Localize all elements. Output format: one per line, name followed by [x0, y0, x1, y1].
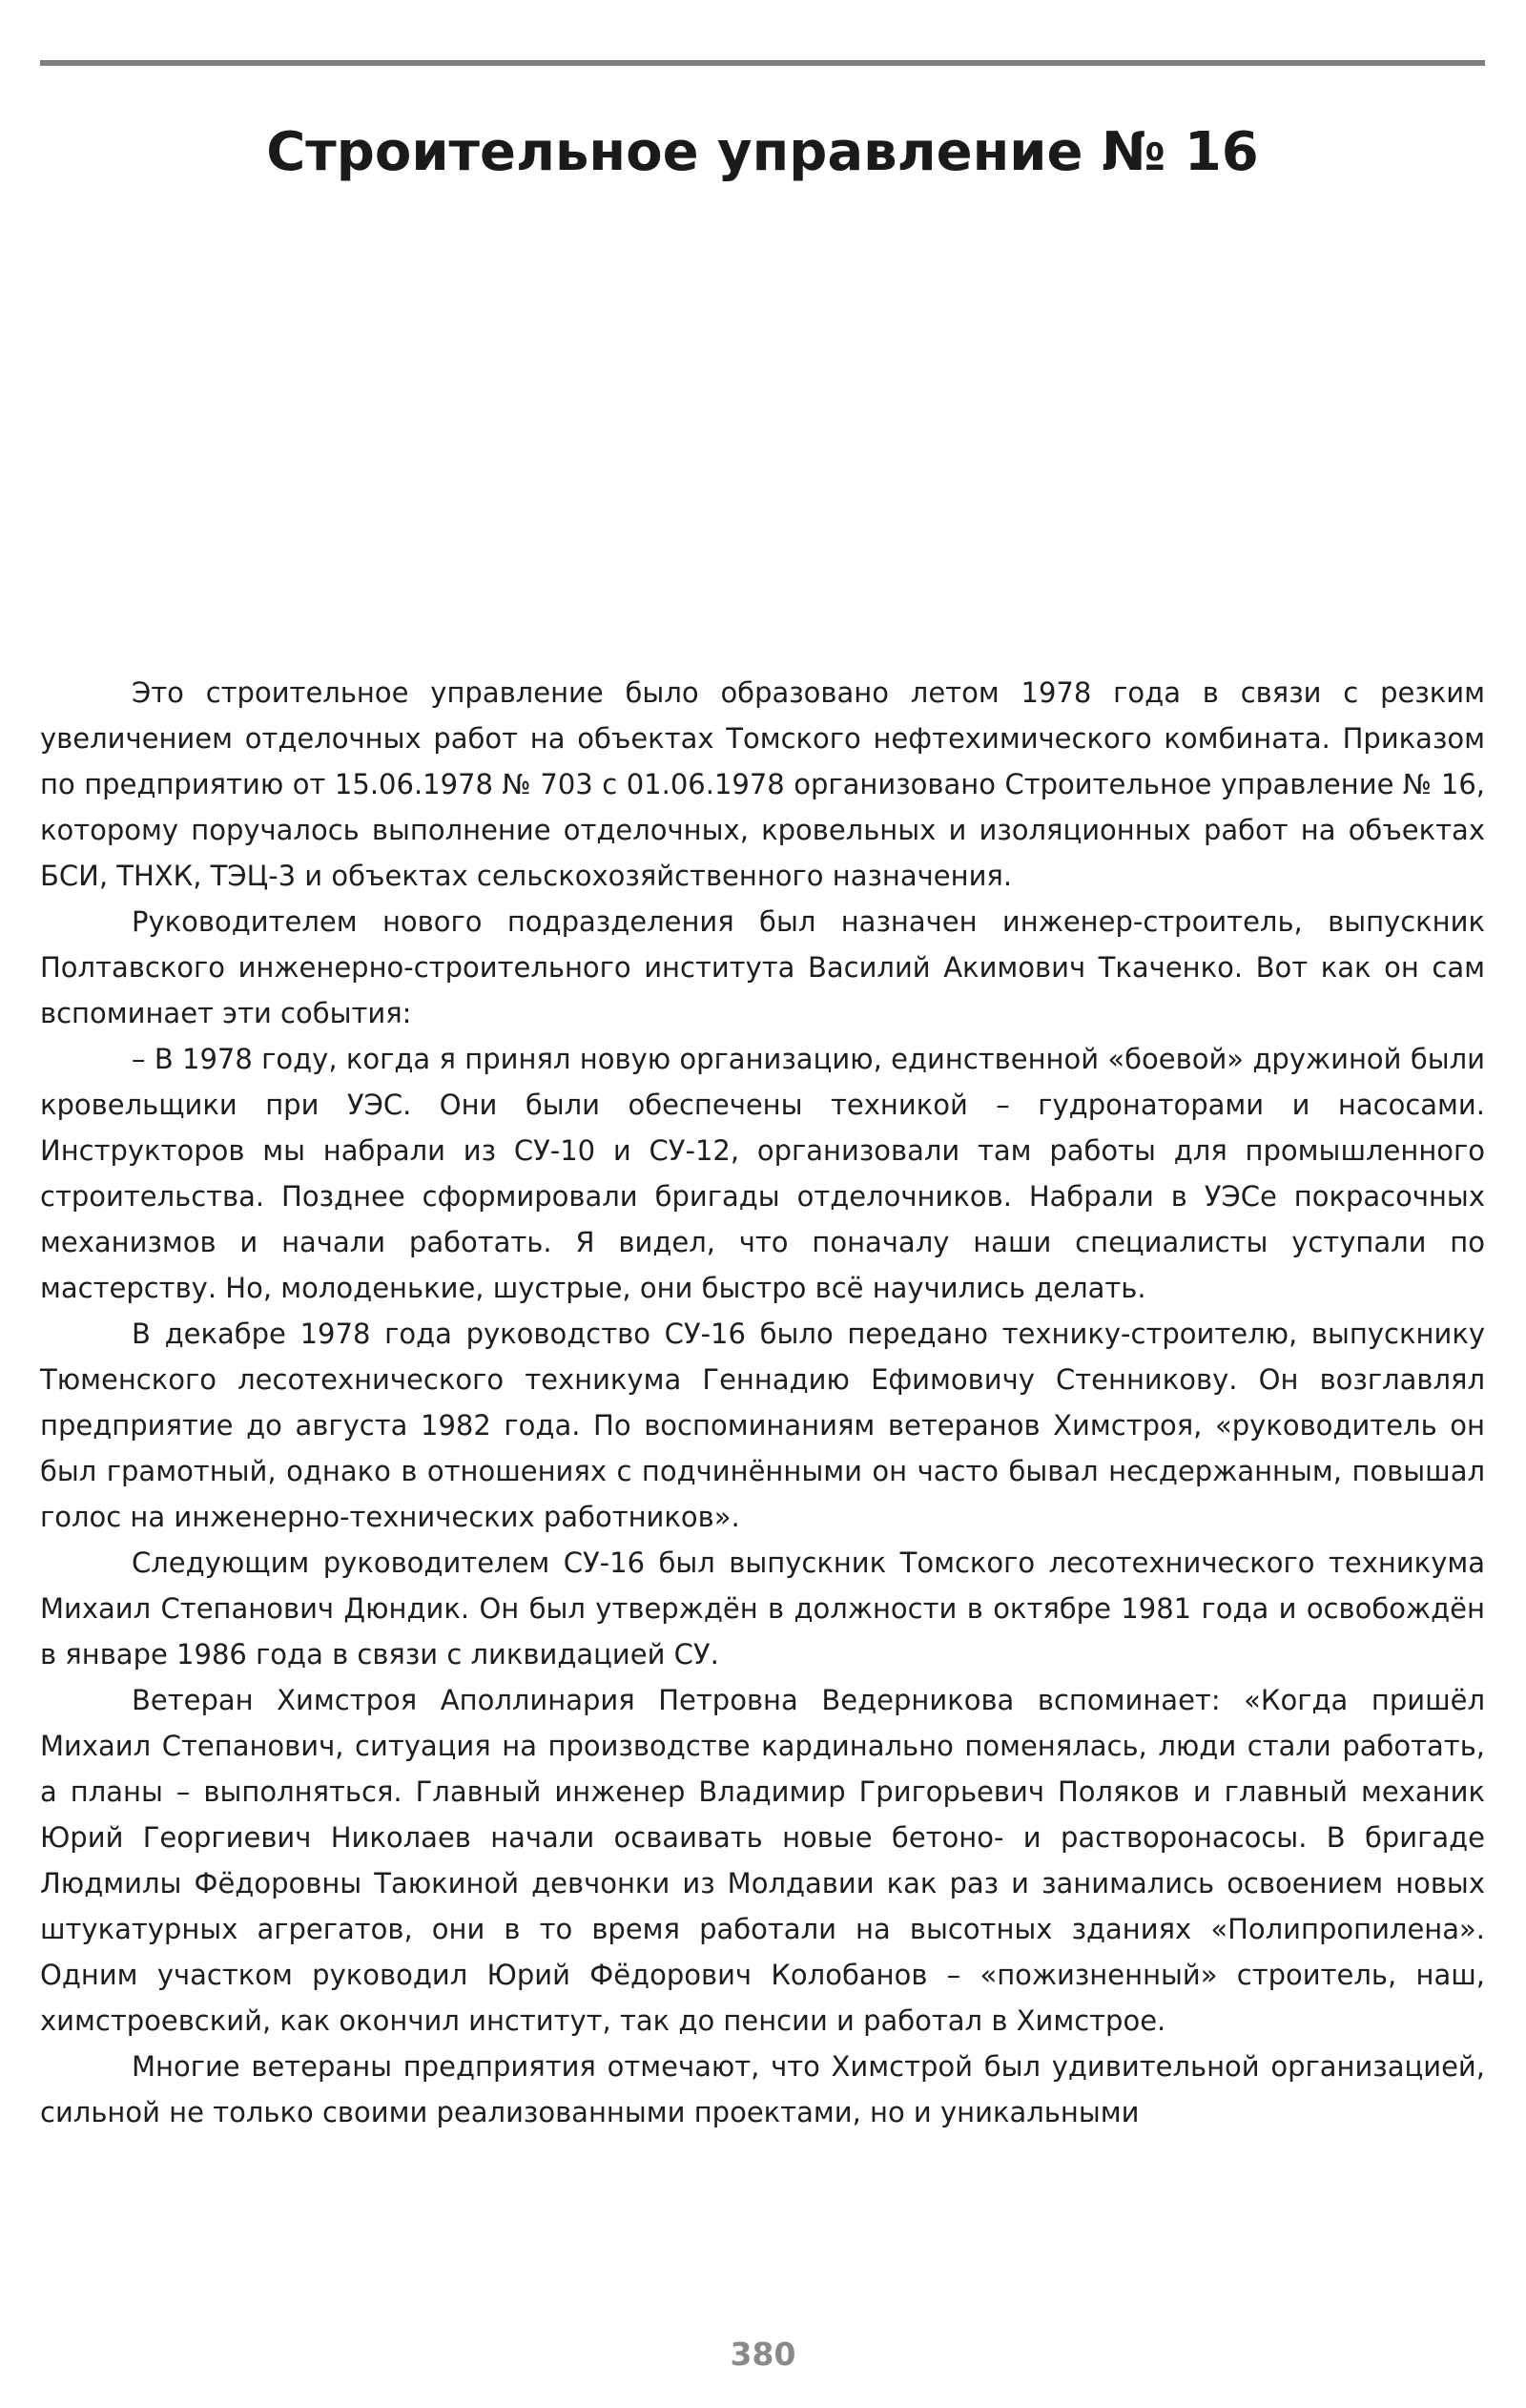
top-rule: [40, 60, 1485, 66]
paragraph: – В 1978 году, когда я принял новую организацию, единственной «боевой» дружиной были кровельщики при УЭС. Они были обеспечены техникой – гудронаторами и насосами. Инструкторов мы набрали из СУ-10 и СУ-12, организовали там работы для промышленного строительства. Позднее сформировали бригады отделочников. Набрали в УЭСе покрасочных механизмов и начали работать. Я видел, что поначалу наши специалисты уступали по мастерству. Но, молоденькие, шустрые, они быстро всё научились делать.: [40, 1043, 1485, 1304]
body-text: [40, 670, 1485, 2135]
page-title: Строительное управление № 16: [266, 121, 1259, 183]
paragraph: Руководителем нового подразделения был назначен инженер-строитель, выпускник Полтавского инженерно-строительного института Василий Акимович Ткаченко. Вот как он сам вспоминает эти события:: [40, 905, 1485, 1029]
paragraph: Ветеран Химстроя Аполлинария Петровна Ведерникова вспоминает: «Когда пришёл Михаил Степанович, ситуация на производстве кардинально поменялась, люди стали работать, а планы – выполняться. Главный инженер Владимир Григорьевич Поляков и главный механик Юрий Георгиевич Николаев начали осваивать новые бетоно- и растворонасосы. В бригаде Людмилы Фёдоровны Таюкиной девчонки из Молдавии как раз и занимались освоением новых штукатурных агрегатов, они в то время работали на высотных зданиях «Полипропилена». Одним участком руководил Юрий Фёдорович Колобанов – «пожизненный» строитель, наш, химстроевский, как окончил институт, так до пенсии и работал в Химстрое.: [40, 1684, 1485, 2037]
page-number: 380: [730, 2335, 796, 2373]
paragraph: Многие ветераны предприятия отмечают, что Химстрой был удивительной организацией, сильной не только своими реализованными проектами, но и уникальными: [40, 2050, 1485, 2128]
paragraph: В декабре 1978 года руководство СУ-16 было передано технику-строителю, выпускнику Тюменского лесотехнического техникума Геннадию Ефимовичу Стенникову. Он возглавлял предприятие до августа 1982 года. По воспоминаниям ветеранов Химстроя, «руководитель он был грамотный, однако в отношениях с подчинёнными он часто бывал несдержанным, повышал голос на инженерно-технических работников».: [40, 1318, 1485, 1533]
paragraph: Это строительное управление было образовано летом 1978 года в связи с резким увеличением отделочных работ на объектах Томского нефтехимического комбината. Приказом по предприятию от 15.06.1978 № 703 с 01.06.1978 организовано Строительное управление № 16, которому поручалось выполнение отделочных, кровельных и изоляционных работ на объектах БСИ, ТНХК, ТЭЦ-3 и объектах сельскохозяйственного назначения.: [40, 676, 1485, 892]
paragraph: Следующим руководителем СУ-16 был выпускник Томского лесотехнического техникума Михаил Степанович Дюндик. Он был утверждён в должности в октябре 1981 года и освобождён в январе 1986 года в связи с ликвидацией СУ.: [40, 1547, 1485, 1671]
